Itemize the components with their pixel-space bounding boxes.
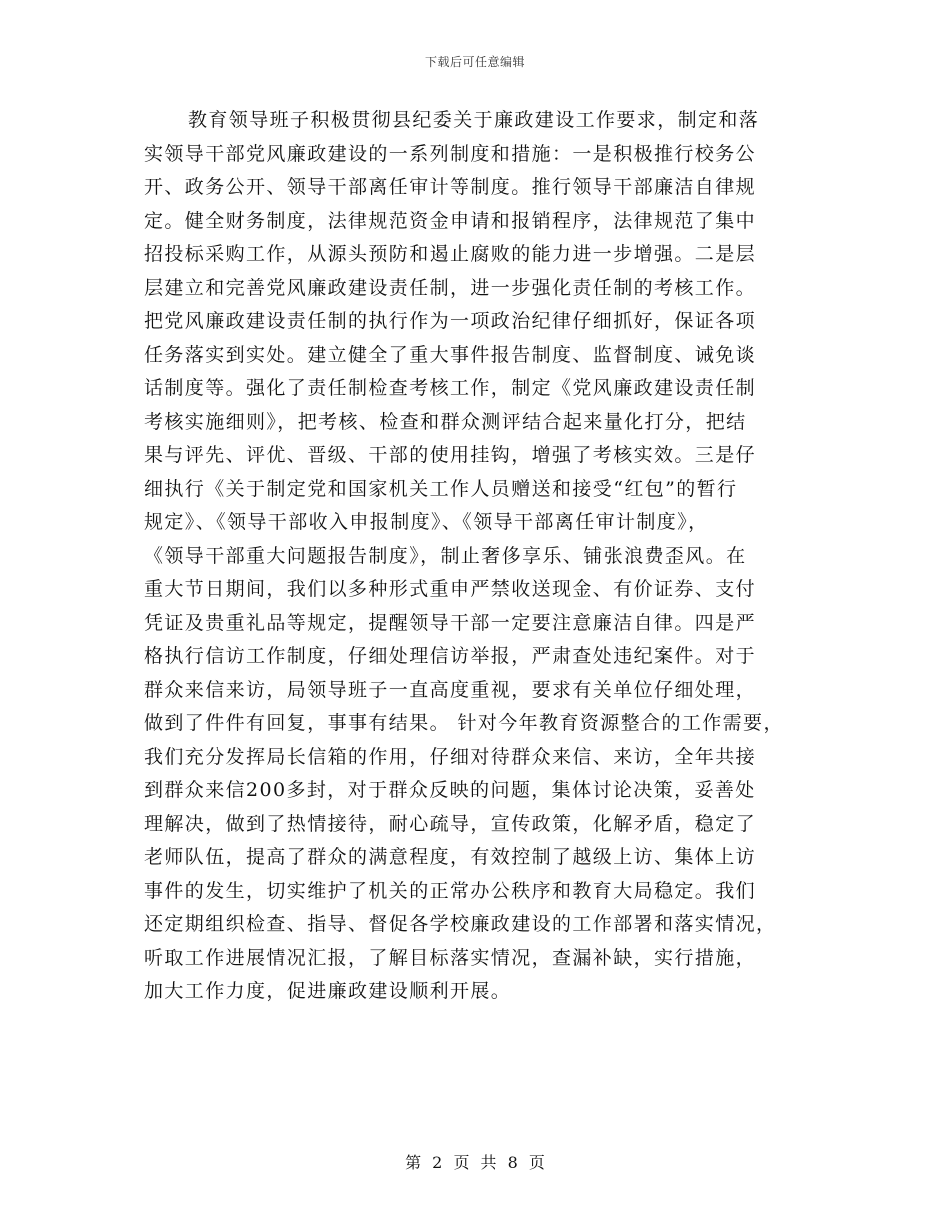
text-line: 还定期组织检查、指导、督促各学校廉政建设的工作部署和落实情况，: [144, 913, 777, 935]
text-line: 招投标采购工作，从源头预防和遏止腐败的能力进一步增强。二是层: [144, 243, 757, 265]
text-line: 格执行信访工作制度，仔细处理信访举报，严肃查处违纪案件。对于: [144, 645, 757, 667]
text-line: 我们充分发挥局长信箱的作用，仔细对待群众来信、来访，全年共接: [144, 745, 757, 768]
body-paragraph: [144, 104, 820, 1009]
text-line: 果与评先、评优、晋级、干部的使用挂钩，增强了考核实效。三是仔: [144, 444, 757, 466]
text-line: 层建立和完善党风廉政建设责任制，进一步强化责任制的考核工作。: [144, 276, 757, 299]
text-line: 做到了件件有回复，事事有结果。 针对今年教育资源整合的工作需要，: [144, 712, 784, 734]
text-line: 任务落实到实处。建立健全了重大事件报告制度、监督制度、诫免谈: [144, 343, 757, 366]
text-line: 把党风廉政建设责任制的执行作为一项政治纪律仔细抓好，保证各项: [144, 310, 757, 332]
text-line: 开、政务公开、领导干部离任审计等制度。推行领导干部廉洁自律规: [144, 176, 757, 198]
text-line: 老师队伍，提高了群众的满意程度，有效控制了越级上访、集体上访: [144, 846, 757, 868]
text-line: 事件的发生，切实维护了机关的正常办公秩序和教育大局稳定。我们: [144, 879, 757, 902]
text-line: 《领导干部重大问题报告制度》，制止奢侈享乐、铺张浪费歪风。在: [144, 544, 747, 567]
text-line: 定。健全财务制度，法律规范资金申请和报销程序，法律规范了集中: [144, 209, 757, 232]
text-line: 实领导干部党风廉政建设的一系列制度和措施：一是积极推行校务公: [144, 142, 757, 165]
text-line: 理解决，做到了热情接待，耐心疏导，宣传政策，化解矛盾，稳定了: [144, 812, 757, 835]
text-line: 听取工作进展情况汇报，了解目标落实情况，查漏补缺，实行措施，: [144, 946, 757, 969]
text-line: 重大节日期间，我们以多种形式重申严禁收送现金、有价证券、支付: [144, 578, 757, 600]
text-line: 群众来信来访，局领导班子一直高度重视，要求有关单位仔细处理，: [144, 678, 757, 701]
text-line: 加大工作力度，促进廉政建设顺利开展。: [144, 980, 512, 1002]
text-line: 话制度等。强化了责任制检查考核工作，制定《党风廉政建设责任制: [144, 377, 757, 399]
page-header-note: 下载后可任意编辑: [424, 55, 525, 69]
text-line: 凭证及贵重礼品等规定，提醒领导干部一定要注意廉洁自律。四是严: [144, 611, 757, 634]
page-number-footer: 第 2 页 共 8 页: [405, 1153, 545, 1172]
text-line: 细执行《关于制定党和国家机关工作人员赠送和接受“红包”的暂行: [144, 477, 738, 500]
text-line: 考核实施细则》，把考核、检查和群众测评结合起来量化打分，把结: [144, 410, 747, 433]
text-line: 规定》、《领导干部收入申报制度》、《领导干部离任审计制度》，: [144, 511, 709, 533]
text-line: 教育领导班子积极贯彻县纪委关于廉政建设工作要求，制定和落: [188, 109, 760, 131]
text-line: 到群众来信200多封，对于群众反映的问题，集体讨论决策，妥善处: [144, 779, 756, 801]
